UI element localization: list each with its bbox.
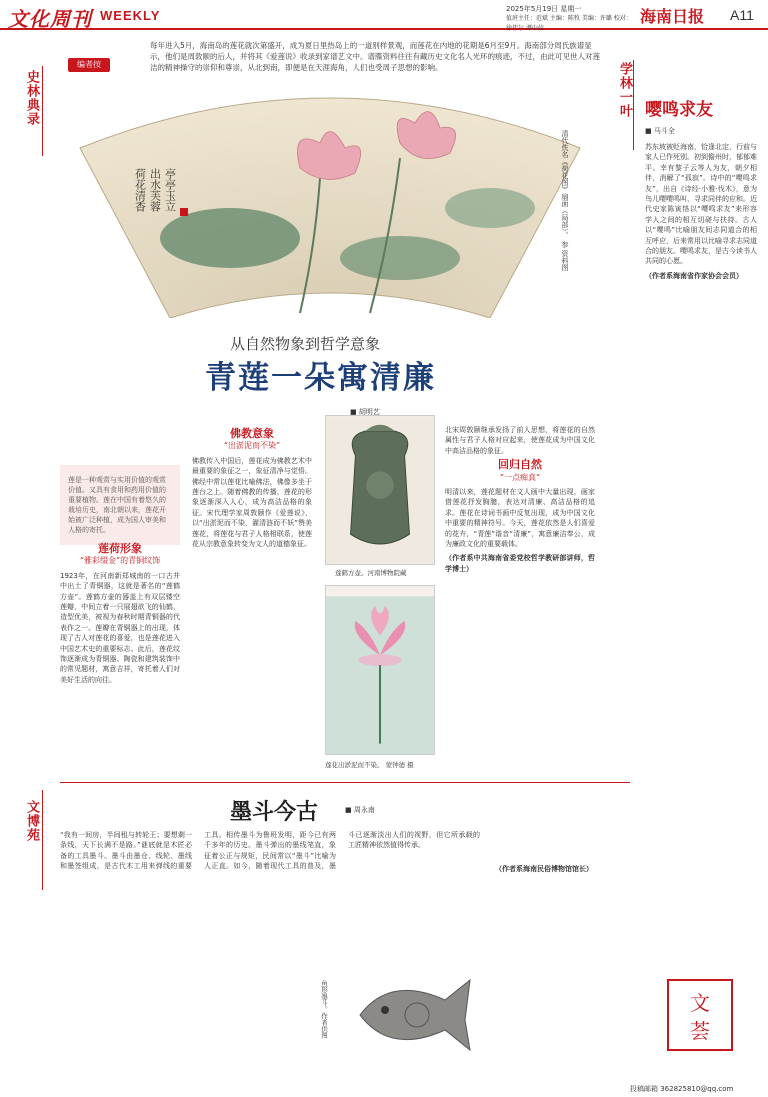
section-sub-2: “出淤泥而不染” <box>223 441 281 451</box>
svg-text:出水芙蓉: 出水芙蓉 <box>148 168 162 212</box>
article3-title: 墨斗今古 <box>230 799 319 825</box>
article3-byline: ■ 周永南 <box>345 806 375 814</box>
article3-author-note: （作者系海南民俗博物馆馆长） <box>495 865 593 873</box>
article3-divider <box>60 782 630 783</box>
article2-body <box>645 142 757 962</box>
article2-title: 嘤鸣求友 <box>645 100 713 120</box>
section-rule-bottom <box>42 790 43 890</box>
section-sub-1: “雅彩缀金”的青铜纹饰 <box>79 556 161 566</box>
editor-note-text: 每年进入5月，海南岛的莲花就次第盛开，成为夏日里热岛上的一道别样景观，而莲花在内地的花期是6月至9月。海南部分周氏族谱显示，他们是周敦颐的后人，并将其《爱莲说》收录到家谱艺文中。谱牒资料往往有藏历史文化名人光环的痕迹，不过，由此可见世人对莲洁的精神操守的崇仰和尊崇，从北到南，即便是在天涯海角，人们也受周子思想的影响。 <box>150 41 600 72</box>
article2-text: 苏东坡被贬海南，恰逢北定，行前与家人已作死别。初到儋州时，郁郁难平。幸有黎子云等人为友，朝夕相伴，消解了“孤寂”。诗中的“嘤鸣求友”，出自《诗经·小雅·伐木》，意为鸟儿嘤嘤鸣叫，寻求同伴的应和。近代史家陈寅恪以“嘤鸣求友”来形容学人之间的相互切磋与扶持。古人以“嘤鸣”比喻朋友间志同道合的相互呼应，后来常用以比喻寻求志同道合的朋友。嘤鸣求友，是古今读书人共同的心愿。 <box>645 143 757 266</box>
section-title-wenbo: 文博苑 <box>24 800 39 842</box>
section-rule-right <box>633 60 634 150</box>
article1-subtitle: 从自然物象到哲学意象 <box>230 335 381 353</box>
article1-column-2 <box>192 425 312 770</box>
article1-byline: ■ 胡明艺 <box>350 408 380 416</box>
weekly-label: WEEKLY <box>100 8 161 23</box>
header-meta <box>506 4 636 34</box>
article3-column-end <box>495 860 625 1080</box>
article1-column-3 <box>445 425 595 770</box>
article1-column-1 <box>60 540 180 780</box>
fish-ink-marker-caption: 鱼形墨斗。作者供图 <box>320 980 328 1039</box>
page-header <box>0 0 768 30</box>
section-head-1: 莲荷形象 <box>98 542 142 555</box>
lotus-photo-caption: 莲花出淤泥而不染。 蒙钟德 摄 <box>325 761 414 769</box>
editor-credits: 值班主任：范斌 主编：陈牧 美编：许璐 校对：徐伟尔 谭中信 <box>506 15 632 32</box>
newspaper-brand: 海南日报 <box>640 7 705 26</box>
editor-note-tag: 编者按 <box>68 58 110 72</box>
submission-email: 投稿邮箱 362825810@qq.com <box>630 1085 734 1093</box>
section-text-2-cont: 北宋周敦颐继承发扬了前人思想，将莲花的自然属性与君子人格对应起来，使莲花成为中国文化中高洁品格的象征。 <box>445 426 595 455</box>
issue-date: 2025年5月19日 星期一 <box>506 5 582 13</box>
section-text-2: 佛教传入中国后，莲花成为佛教艺术中最重要的象征之一，象征清净与觉悟。佛经中常以莲花比喻佛法，佛像多坐于莲台之上。随着佛教的传播，莲花的形象逐渐深入人心，成为高洁品格的象征。宋代理学家周敦颐作《爱莲说》，以“出淤泥而不染，濯清涟而不妖”赞美莲花，将莲花与君子人格相联系，使莲花从宗教意象转变为文人的道德象征。 <box>192 456 312 549</box>
section-head-2: 佛教意象 <box>230 427 274 440</box>
section-text-1: 1923年，在河南新郑城南的一口古井中出土了青铜器，这就是著名的“莲鹤方壶”。莲鹤方壶的器盖上有双层镂空莲瓣，中间立着一只展翅欲飞的仙鹤，造型优美，被视为春秋时期青铜器的代表作之一。莲瓣在青铜器上的出现，体现了古人对莲花的喜爱，也是莲花进入中国艺术史的重要标志。此后，莲花纹饰逐渐成为青铜器、陶瓷和建筑装饰中的常见题材，寓意吉祥，寄托着人们对美好生活的向往。 <box>60 571 180 684</box>
section-head-3: 回归自然 <box>498 458 542 472</box>
article1-title: 青莲一朵寓清廉 <box>205 360 436 396</box>
culture-seal-logo <box>660 970 740 1060</box>
lotus-flower-photo <box>325 585 435 755</box>
bronze-vessel-photo <box>325 415 435 565</box>
bronze-vessel-caption: 莲鹤方壶。河南博物院藏 <box>335 569 407 577</box>
page-number: A11 <box>730 7 754 23</box>
svg-text:荟: 荟 <box>690 1019 710 1043</box>
article2-author-note: （作者系海南省作家协会会员） <box>645 271 743 280</box>
masthead: 文化周刊 <box>8 7 92 31</box>
svg-text:荷花清香: 荷花清香 <box>133 168 147 212</box>
article1-summary: 莲是一种观赏与实用价值的观赏价值。又具有食用和药用价值的重要植物。莲在中国有着悠久的栽培历史，南北朝以来，莲花开始被广泛种植，成为国人审美和人格的寄托。 <box>60 465 180 545</box>
article3-text: “我有一间房，半间租与转轮王；要想剩一条线，天下长满不是路。”谜底就是木匠必备的工具墨斗。墨斗由墨仓、线轮、墨线和墨签组成，是古代木工用来弹线的重要工具。相传墨斗为鲁班发明，距今已有两千多年的历史。墨斗弹出的墨线笔直，象征着公正与规矩，民间常以“墨斗”比喻为人正直。如今，随着现代工具的普及，墨斗已逐渐淡出人们的视野，但它所承载的工匠精神依然值得传承。 <box>60 831 480 871</box>
section-sub-3: “一点痴真” <box>499 472 541 482</box>
svg-text:文: 文 <box>690 991 710 1015</box>
painting-caption: 清代佚名《荷花图》扇面（局部）。 参 资料图 <box>561 130 569 271</box>
section-rule-left <box>42 66 43 156</box>
fish-ink-marker-photo <box>345 955 485 1065</box>
svg-text:亭亭玉立: 亭亭玉立 <box>163 168 177 212</box>
lotus-fan-painting <box>70 88 590 318</box>
section-text-3: 明清以来，莲花题材在文人画中大量出现，画家借莲花抒发胸臆，表达对清廉、高洁品格的追求。莲花在诗词书画中反复出现，成为中国文化中重要的精神符号。今天，莲花依然是人们喜爱的花卉，“青莲”谐音“清廉”，寓意廉洁奉公，成为廉政文化的重要载体。 <box>445 488 595 549</box>
article2-byline: ■ 马斗全 <box>645 127 675 135</box>
section-title-xuelin: 学林一叶 <box>617 62 632 118</box>
article1-author-note: （作者系中共海南省委党校哲学教研部讲师，哲学博士） <box>445 554 595 573</box>
section-title-shilin: 史林典录 <box>24 70 39 126</box>
